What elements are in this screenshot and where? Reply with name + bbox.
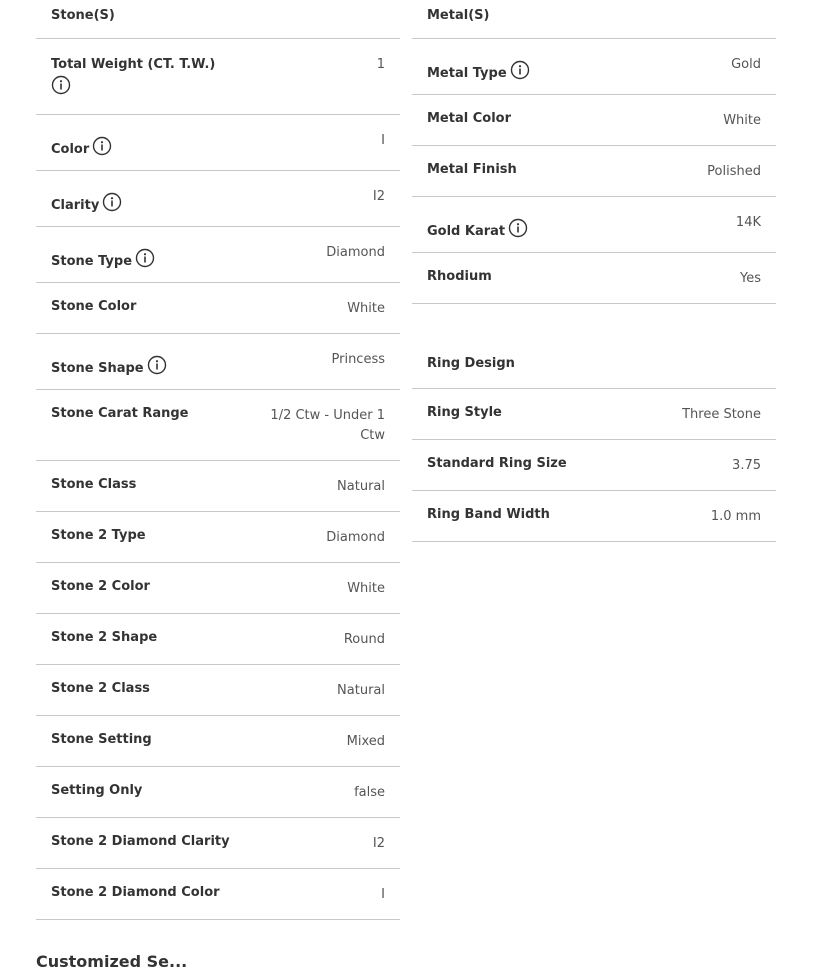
info-circle-icon[interactable] (102, 192, 122, 212)
spec-row-clarity (36, 171, 400, 227)
spec-row-metal-color (412, 95, 776, 146)
spec-label: Stone Color (51, 299, 137, 314)
spec-row-stone-type (36, 227, 400, 283)
spec-value: Yes (740, 271, 761, 286)
spec-value: Natural (337, 683, 385, 698)
spec-label: Ring Style (427, 405, 502, 420)
spec-row-rhodium (412, 253, 776, 304)
spec-label: Rhodium (427, 269, 492, 284)
spec-label: Stone 2 Color (51, 579, 150, 594)
info-circle-icon[interactable] (92, 136, 112, 156)
spec-row-ring-style (412, 389, 776, 440)
section-spacer (412, 304, 776, 351)
spec-label: Stone Shape (51, 361, 144, 376)
spec-value: I (381, 133, 385, 148)
spec-label: Stone Type (51, 254, 133, 269)
spec-value: I2 (372, 189, 385, 204)
spec-label: Stone 2 Shape (51, 630, 158, 645)
spec-value: 3.75 (732, 458, 761, 473)
metals-section (412, 0, 776, 542)
spec-value: Gold (731, 57, 761, 72)
spec-row-stone-class (36, 461, 400, 512)
spec-row-total-weight (36, 39, 400, 115)
spec-value: false (354, 785, 385, 800)
spec-label: Ring Band Width (427, 507, 550, 522)
spec-label: Stone 2 Type (51, 528, 146, 543)
spec-label: Stone 2 Diamond Clarity (51, 834, 230, 849)
spec-row-stone-2-shape (36, 614, 400, 665)
spec-value: Diamond (326, 530, 385, 545)
spec-row-stone-2-type (36, 512, 400, 563)
spec-label: Stone Class (51, 477, 137, 492)
spec-row-stone-shape (36, 334, 400, 390)
spec-label: Stone Carat Range (51, 406, 189, 421)
info-circle-icon[interactable] (135, 248, 155, 268)
next-section-heading: Customized Se... (36, 952, 188, 971)
spec-label: Color (51, 142, 90, 157)
spec-label: Total Weight (CT. T.W.) (51, 57, 216, 72)
spec-row-stone-2-class (36, 665, 400, 716)
spec-value: 1 (376, 57, 385, 72)
spec-value: Princess (331, 352, 385, 367)
spec-value: 1.0 mm (710, 509, 761, 524)
info-circle-icon[interactable] (510, 60, 530, 80)
spec-value: White (347, 301, 385, 316)
spec-value: Round (343, 632, 385, 647)
spec-row-stone-carat-range (36, 390, 400, 461)
spec-label: Standard Ring Size (427, 456, 567, 471)
spec-value: Diamond (326, 245, 385, 260)
spec-value: Three Stone (682, 407, 761, 422)
spec-row-color (36, 115, 400, 171)
spec-label: Metal Finish (427, 162, 517, 177)
spec-row-metal-finish (412, 146, 776, 197)
spec-row-stone-2-diamond-color (36, 869, 400, 920)
info-circle-icon[interactable] (147, 355, 167, 375)
spec-label: Setting Only (51, 783, 143, 798)
spec-label: Metal Type (427, 66, 507, 81)
spec-label: Gold Karat (427, 224, 506, 239)
spec-label: Stone Setting (51, 732, 152, 747)
spec-row-setting-only (36, 767, 400, 818)
info-circle-icon[interactable] (51, 75, 71, 95)
spec-value: White (723, 113, 761, 128)
stones-heading: Stone(S) (36, 0, 400, 39)
spec-label: Metal Color (427, 111, 511, 126)
spec-value: 1/2 Ctw - Under 1 Ctw (270, 408, 385, 443)
spec-value: Natural (337, 479, 385, 494)
info-circle-icon[interactable] (508, 218, 528, 238)
spec-value: Polished (707, 164, 761, 179)
spec-label: Clarity (51, 198, 100, 213)
spec-value: Mixed (346, 734, 385, 749)
spec-value: I (381, 887, 385, 902)
spec-value: White (347, 581, 385, 596)
metals-heading: Metal(S) (412, 0, 776, 39)
spec-row-stone-2-diamond-clarity (36, 818, 400, 869)
ring-design-heading: Ring Design (412, 351, 776, 389)
spec-row-standard-ring-size (412, 440, 776, 491)
spec-row-stone-color (36, 283, 400, 334)
spec-label: Stone 2 Diamond Color (51, 885, 220, 900)
spec-row-gold-karat (412, 197, 776, 253)
stones-section (36, 0, 400, 920)
spec-value: 14K (735, 215, 761, 230)
spec-label: Stone 2 Class (51, 681, 150, 696)
spec-row-metal-type (412, 39, 776, 95)
spec-row-stone-setting (36, 716, 400, 767)
spec-row-stone-2-color (36, 563, 400, 614)
spec-value: I2 (372, 836, 385, 851)
spec-row-ring-band-width (412, 491, 776, 542)
